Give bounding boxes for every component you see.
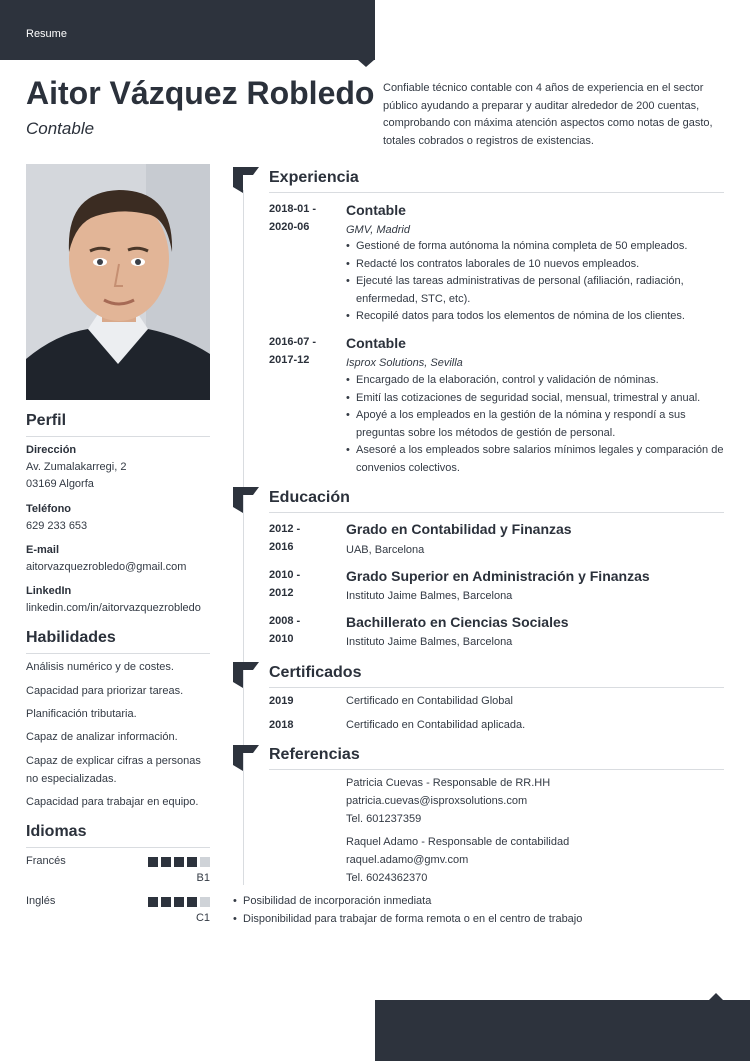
experience-date-end: 2017-12 bbox=[269, 354, 310, 366]
experience-date-end: 2020-06 bbox=[269, 221, 310, 233]
language-name: Francés bbox=[26, 855, 66, 867]
person-name: Aitor Vázquez Robledo bbox=[26, 75, 375, 111]
section-flag-icon bbox=[233, 487, 259, 513]
reference-name: Patricia Cuevas - Responsable de RR.HH bbox=[346, 777, 551, 789]
experience-company: Isprox Solutions, Sevilla bbox=[346, 357, 463, 369]
footer-notch bbox=[709, 993, 723, 1000]
certificates-heading: Certificados bbox=[269, 664, 724, 688]
experience-bullets bbox=[346, 372, 726, 477]
reference-email[interactable]: patricia.cuevas@isproxsolutions.com bbox=[346, 795, 528, 807]
languages-heading: Idiomas bbox=[26, 823, 210, 848]
list-item: • Emití las cotizaciones de seguridad social, mensual, trimestral y anual. bbox=[346, 390, 726, 408]
skill-item: Capacidad para priorizar tareas. bbox=[26, 685, 184, 697]
experience-date-start: 2018-01 - bbox=[269, 203, 317, 215]
list-item: • Posibilidad de incorporación inmediata bbox=[233, 893, 723, 911]
certificate-name: Certificado en Contabilidad aplicada. bbox=[346, 719, 526, 731]
address-line1: Av. Zumalakarregi, 2 bbox=[26, 461, 127, 473]
address-label: Dirección bbox=[26, 444, 77, 456]
education-date-start: 2012 - bbox=[269, 523, 301, 535]
references-heading: Referencias bbox=[269, 746, 724, 770]
reference-name: Raquel Adamo - Responsable de contabilidad bbox=[346, 836, 570, 848]
skill-item: Análisis numérico y de costes. bbox=[26, 661, 174, 673]
rating-dot-filled bbox=[174, 857, 184, 867]
address-line2: 03169 Algorfa bbox=[26, 478, 94, 490]
reference-phone: Tel. 6024362370 bbox=[346, 872, 428, 884]
list-item: • Ejecuté las tareas administrativas de personal (afiliación, radiación, enfermedad, STC, etc). bbox=[346, 273, 726, 308]
rating-dot-filled bbox=[148, 857, 158, 867]
phone-value: 629 233 653 bbox=[26, 520, 88, 532]
rating-dot-filled bbox=[174, 897, 184, 907]
rating-dot-filled bbox=[187, 857, 197, 867]
education-school: Instituto Jaime Balmes, Barcelona bbox=[346, 590, 513, 602]
language-rating bbox=[148, 897, 210, 907]
skill-item: Capaz de explicar cifras a personas no especializadas. bbox=[26, 755, 201, 785]
experience-date-start: 2016-07 - bbox=[269, 336, 317, 348]
language-level: B1 bbox=[196, 872, 210, 884]
profile-photo bbox=[26, 164, 210, 400]
list-item: • Recopilé datos para todos los elementos de nómina de los clientes. bbox=[346, 308, 726, 326]
section-flag-icon bbox=[233, 745, 259, 771]
rating-dot-empty bbox=[200, 897, 210, 907]
linkedin-value[interactable]: linkedin.com/in/aitorvazquezrobledo bbox=[26, 602, 201, 614]
header-bar bbox=[0, 0, 375, 60]
skill-item: Capaz de analizar información. bbox=[26, 731, 178, 743]
phone-label: Teléfono bbox=[26, 503, 72, 515]
list-item: • Asesoré a los empleados sobre salarios mínimos legales y comparación de convenios colectivos. bbox=[346, 442, 726, 477]
list-item: • Redacté los contratos laborales de 10 nuevos empleados. bbox=[346, 256, 726, 274]
experience-heading: Experiencia bbox=[269, 169, 724, 193]
education-date-start: 2010 - bbox=[269, 569, 301, 581]
linkedin-label: LinkedIn bbox=[26, 585, 72, 597]
certificate-year: 2018 bbox=[269, 719, 294, 731]
experience-title: Contable bbox=[346, 335, 406, 351]
education-school: UAB, Barcelona bbox=[346, 544, 425, 556]
certificate-name: Certificado en Contabilidad Global bbox=[346, 695, 513, 707]
additional-info-list bbox=[233, 893, 723, 928]
education-school: Instituto Jaime Balmes, Barcelona bbox=[346, 636, 513, 648]
education-date-start: 2008 - bbox=[269, 615, 301, 627]
rating-dot-filled bbox=[161, 857, 171, 867]
rating-dot-filled bbox=[148, 897, 158, 907]
summary: Confiable técnico contable con 4 años de experiencia en el sector público ayudando a preparar y auditar alrededor de 200 cuentas, comprobando con máxima atención aspectos como notas de gasto, totales cobrados o registros de existencias. bbox=[383, 82, 713, 147]
email-label: E-mail bbox=[26, 544, 60, 556]
section-flag-icon bbox=[233, 167, 259, 193]
person-role: Contable bbox=[26, 119, 95, 138]
header-label: Resume bbox=[26, 28, 67, 40]
education-title: Grado en Contabilidad y Finanzas bbox=[346, 521, 572, 537]
skills-heading: Habilidades bbox=[26, 629, 210, 654]
reference-email[interactable]: raquel.adamo@gmv.com bbox=[346, 854, 469, 866]
timeline-line bbox=[243, 190, 244, 885]
language-name: Inglés bbox=[26, 895, 56, 907]
skill-item: Capacidad para trabajar en equipo. bbox=[26, 796, 199, 808]
education-date-end: 2012 bbox=[269, 587, 294, 599]
rating-dot-empty bbox=[200, 857, 210, 867]
section-flag-icon bbox=[233, 662, 259, 688]
experience-company: GMV, Madrid bbox=[346, 224, 410, 236]
list-item: • Disponibilidad para trabajar de forma remota o en el centro de trabajo bbox=[233, 911, 723, 929]
list-item: • Encargado de la elaboración, control y validación de nóminas. bbox=[346, 372, 726, 390]
list-item: • Gestioné de forma autónoma la nómina completa de 50 empleados. bbox=[346, 238, 726, 256]
header-notch bbox=[358, 60, 374, 67]
certificate-year: 2019 bbox=[269, 695, 294, 707]
reference-phone: Tel. 601237359 bbox=[346, 813, 422, 825]
footer-bar bbox=[375, 1000, 750, 1061]
person-portrait-icon bbox=[26, 164, 210, 400]
experience-bullets bbox=[346, 238, 726, 326]
language-level: C1 bbox=[195, 912, 210, 924]
list-item: • Apoyé a los empleados en la gestión de la nómina y respondí a sus preguntas sobre los métodos de gestión de personal. bbox=[346, 407, 726, 442]
education-title: Grado Superior en Administración y Finanzas bbox=[346, 568, 650, 584]
experience-title: Contable bbox=[346, 202, 406, 218]
profile-heading: Perfil bbox=[26, 412, 210, 437]
skill-item: Planificación tributaria. bbox=[26, 708, 137, 720]
email-value[interactable]: aitorvazquezrobledo@gmail.com bbox=[26, 561, 187, 573]
education-date-end: 2010 bbox=[269, 633, 294, 645]
rating-dot-filled bbox=[161, 897, 171, 907]
rating-dot-filled bbox=[187, 897, 197, 907]
education-title: Bachillerato en Ciencias Sociales bbox=[346, 614, 569, 630]
language-rating bbox=[148, 857, 210, 867]
education-heading: Educación bbox=[269, 489, 724, 513]
education-date-end: 2016 bbox=[269, 541, 294, 553]
